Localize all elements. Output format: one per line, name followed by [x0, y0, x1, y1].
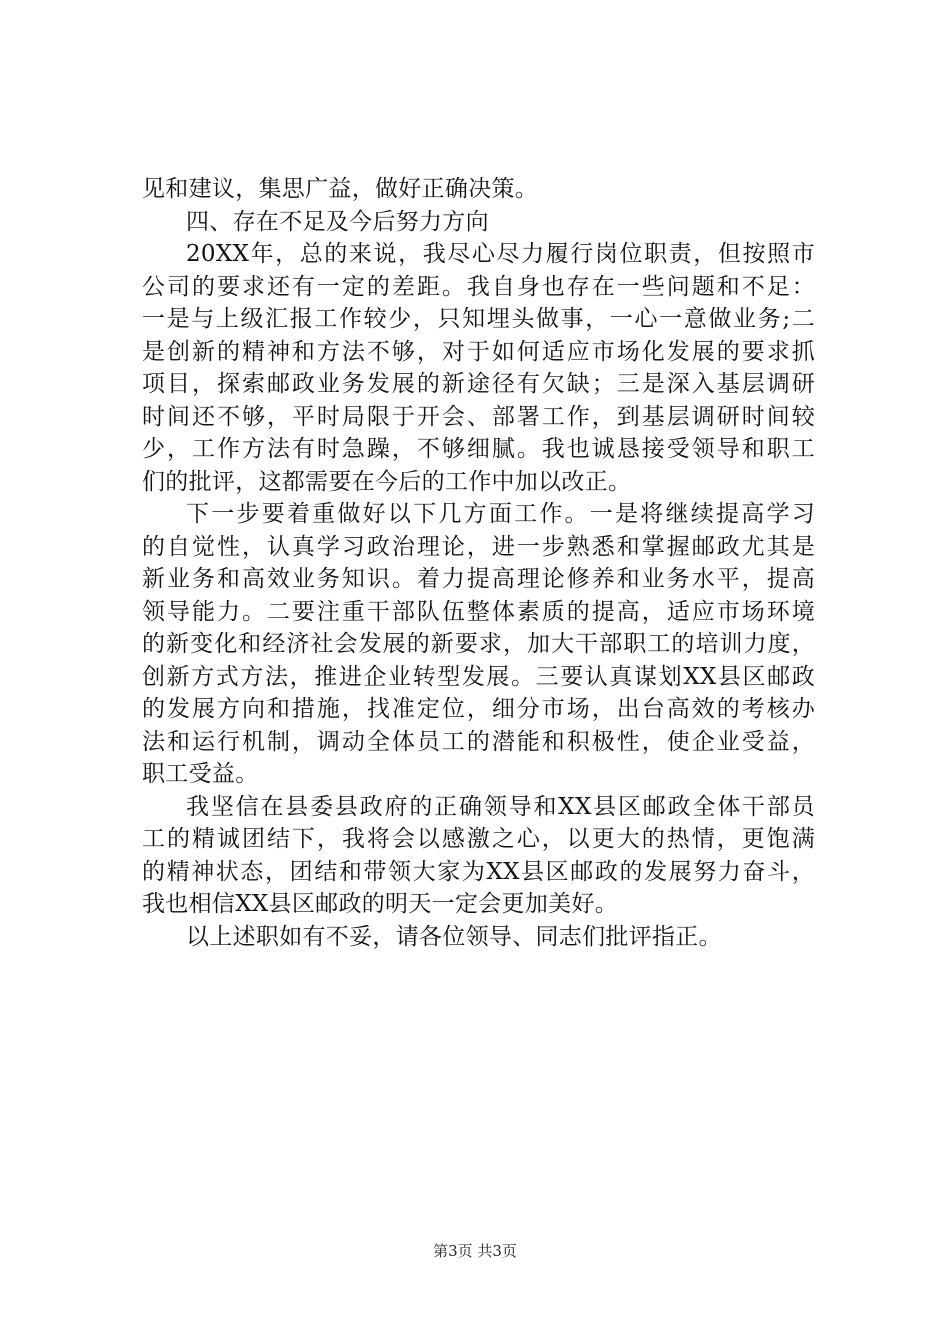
text-line: 我坚信在县委县政府的正确领导和XX县区邮政全体干部员: [186, 793, 815, 820]
text-line: 的新变化和经济社会发展的新要求，加大干部职工的培训力度，: [142, 631, 815, 657]
text-line: 公司的要求还有一定的差距。我自身也存在一些问题和不足：: [142, 273, 815, 300]
text-line: 法和运行机制，调动全体员工的潜能和积极性，使企业受益，: [142, 728, 815, 755]
text-line: 以上述职如有不妥，请各位领导、同志们批评指正。: [186, 923, 722, 950]
text-line: 项目，探索邮政业务发展的新途径有欠缺；三是深入基层调研: [142, 371, 815, 397]
text-line: 下一步要着重做好以下几方面工作。一是将继续提高学习: [186, 501, 815, 527]
text-line: 四、存在不足及今后努力方向: [186, 208, 489, 235]
document-body: [142, 173, 815, 953]
text-line: 的发展方向和措施，找准定位，细分市场，出台高效的考核办: [142, 696, 815, 722]
text-line: 新业务和高效业务知识。着力提高理论修养和业务水平，提高: [142, 566, 815, 592]
text-line: 们的批评，这都需要在今后的工作中加以改正。: [142, 468, 632, 495]
text-line: 见和建议，集思广益，做好正确决策。: [142, 176, 539, 202]
text-line: 工的精诚团结下，我将会以感激之心，以更大的热情，更饱满: [142, 826, 815, 852]
page-footer: 第3页 共3页: [433, 1242, 517, 1260]
text-line: 我也相信XX县区邮政的明天一定会更加美好。: [142, 891, 619, 917]
text-line: 职工受益。: [142, 761, 259, 787]
text-line: 少，工作方法有时急躁，不够细腻。我也诚恳接受领导和职工: [142, 436, 815, 462]
text-line: 是创新的精神和方法不够，对于如何适应市场化发展的要求抓: [142, 338, 815, 365]
text-line: 创新方式方法，推进企业转型发展。三要认真谋划XX县区邮政: [142, 663, 815, 690]
text-line: 20XX年，总的来说，我尽心尽力履行岗位职责，但按照市: [186, 241, 815, 267]
text-line: 领导能力。二要注重干部队伍整体素质的提高，适应市场环境: [142, 598, 815, 625]
text-line: 的自觉性，认真学习政治理论，进一步熟悉和掌握邮政尤其是: [142, 533, 815, 560]
text-line: 的精神状态，团结和带领大家为XX县区邮政的发展努力奋斗，: [142, 858, 815, 885]
text-line: 时间还不够，平时局限于开会、部署工作，到基层调研时间较: [142, 403, 815, 430]
text-line: 一是与上级汇报工作较少，只知埋头做事，一心一意做业务;二: [142, 306, 815, 332]
